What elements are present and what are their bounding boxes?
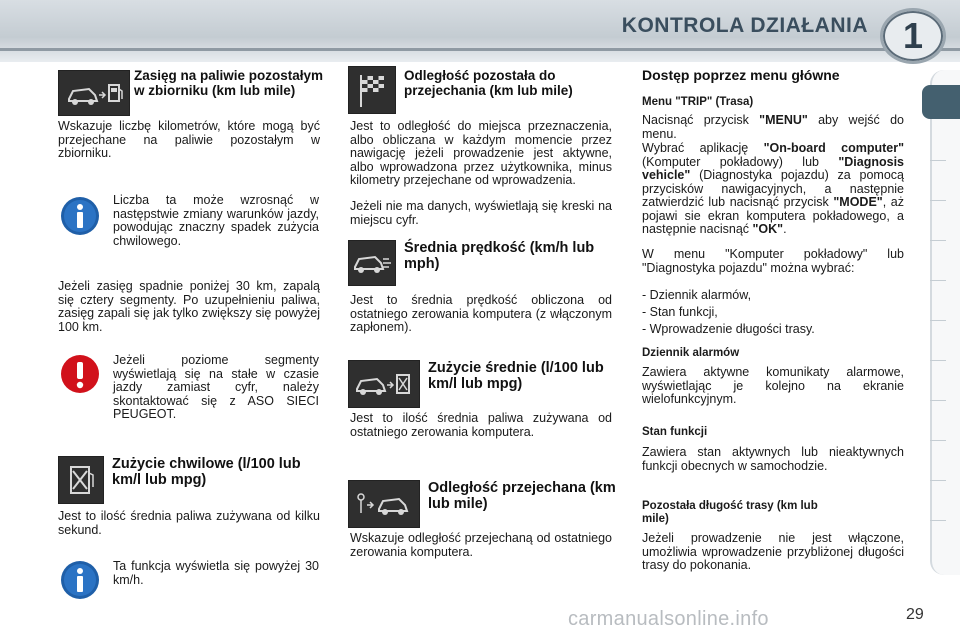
car-speed-icon: [348, 240, 396, 286]
instant-consumption-text: Jest to ilość średnia paliwa zużywana od kilku sekund.: [58, 509, 320, 537]
text-run: Nacisnąć przycisk: [642, 113, 760, 127]
trip-distance-heading: Odległość przejechana (km lub mile): [428, 480, 616, 512]
rail-tick: [930, 160, 946, 161]
text-run: Wybrać aplikację: [642, 141, 764, 155]
header-rule: [0, 48, 960, 51]
warning-icon: [60, 354, 100, 394]
menu-options-intro: W menu "Komputer pokładowy" lub "Diagnostyka pojazdu" można wybrać:: [642, 247, 904, 275]
range-low-text: Jeżeli zasięg spadnie poniżej 30 km, zapalą się cztery segmenty. Po uzupełnieniu paliwa, zasięg zapali się jak tylko zwiększy się powyżej 100 km.: [58, 279, 320, 334]
rail-tick: [930, 280, 946, 281]
text-run: (Komputer pokładowy) lub: [642, 154, 839, 169]
text-run: (Diagnostyka pojazdu) za pomocą przycisków nawigacyjnych, a następnie zatwierdzić lub nacisnąć przycisk: [642, 168, 904, 209]
info-icon: [60, 196, 100, 236]
watermark: carmanualsonline.info: [568, 608, 769, 630]
menu-button-label: "MENU": [759, 113, 808, 127]
info-note-range: Liczba ta może wzrosnąć w następstwie zmiany warunków jazdy, powodując znaczny spadek zużycia chwilowego.: [113, 193, 319, 248]
car-avg-consumption-icon: [348, 360, 420, 408]
rail-tick: [930, 200, 946, 201]
menu-access-text: [642, 114, 904, 141]
alarm-log-subheading: Dziennik alarmów: [642, 347, 740, 359]
fuel-pump-icon: [58, 456, 104, 504]
mode-button-label: "MODE": [833, 195, 883, 209]
trip-menu-subheading: Menu "TRIP" (Trasa): [642, 96, 754, 108]
rail-tick: [930, 320, 946, 321]
app-select-text: [642, 142, 904, 237]
info-icon: [60, 560, 100, 600]
distance-remaining-heading: Odległość pozostała do przejechania (km lub mile): [404, 68, 573, 98]
page-number: 29: [906, 606, 924, 623]
average-speed-heading: Średnia prędkość (km/h lub mph): [404, 240, 595, 272]
rail-tick: [930, 400, 946, 401]
distance-remaining-text: Jest to odległość do miejsca przeznaczenia, albo obliczana w każdym momencie przez nawigację jeżeli prowadzenie jest aktywne, albo wprowadzona przez użytkownika, minus kilometry przejechane od wprowadzenia.: [350, 119, 612, 187]
instant-consumption-heading: Zużycie chwilowe (l/100 lub km/l lub mpg): [112, 456, 301, 488]
ok-button-label: "OK": [752, 222, 784, 236]
info-note-speed: Ta funkcja wyświetla się powyżej 30 km/h.: [113, 559, 319, 587]
rail-tick: [930, 520, 946, 521]
chapter-number: 1: [902, 15, 924, 56]
rail-tick: [930, 240, 946, 241]
warning-note-segments: Jeżeli poziome segmenty wyświetlają się na stałe w czasie jazdy zamiast cyfr, należy skontaktować się z ASO SIECI PEUGEOT.: [113, 353, 319, 421]
list-item: - Wprowadzenie długości trasy.: [642, 322, 815, 336]
diagnosis-label: "Diagnosis vehicle": [642, 154, 904, 182]
range-heading: Zasięg na paliwie pozostałym w zbiorniku (km lub mile): [134, 68, 324, 98]
chapter-tab[interactable]: [922, 85, 960, 119]
remaining-distance-text: Jeżeli prowadzenie nie jest włączone, umożliwia wprowadzenie przybliżonej długości trasy do pokonania.: [642, 531, 904, 572]
text-run: .: [783, 222, 787, 236]
list-item: - Dziennik alarmów,: [642, 288, 752, 302]
distance-remaining-text-2: Jeżeli nie ma danych, wyświetlają się kreski na miejscu cyfr.: [350, 199, 612, 227]
average-consumption-text: Jest to ilość średnia paliwa zużywana od ostatniego zerowania komputera.: [350, 411, 612, 439]
page-title: KONTROLA DZIAŁANIA: [621, 14, 868, 37]
average-consumption-heading: Zużycie średnie (l/100 lub km/l lub mpg): [428, 360, 604, 392]
range-text: Wskazuje liczbę kilometrów, które mogą być przejechane na paliwie pozostałym w zbiorniku.: [58, 119, 320, 160]
main-menu-heading: Dostęp poprzez menu główne: [642, 67, 840, 83]
average-speed-text: Jest to średnia prędkość obliczona od ostatniego zerowania komputera (z włączonym zapłonem).: [350, 293, 612, 334]
list-item: - Stan funkcji,: [642, 305, 718, 319]
function-status-text: Zawiera stan aktywnych lub nieaktywnych funkcji obecnych w samochodzie.: [642, 445, 904, 473]
chapter-badge: [880, 8, 946, 64]
function-status-subheading: Stan funkcji: [642, 426, 708, 438]
onboard-computer-label: "On-board computer": [763, 141, 904, 155]
rail-tick: [930, 360, 946, 361]
car-fuel-range-icon: [58, 70, 130, 116]
rail-tick: [930, 440, 946, 441]
car-distance-icon: [348, 480, 420, 528]
trip-distance-text: Wskazuje odległość przejechaną od ostatniego zerowania komputera.: [350, 531, 612, 559]
remaining-distance-subheading: Pozostała długość trasy (km lub mile): [642, 500, 818, 525]
side-rail: [930, 70, 960, 575]
alarm-log-text: Zawiera aktywne komunikaty alarmowe, wyświetlając je kolejno na ekranie wielofunkcyjnym.: [642, 365, 904, 406]
rail-tick: [930, 480, 946, 481]
checkered-flag-icon: [348, 66, 396, 114]
text-run: , aż pojawi sie ekran komputera pokładowego, a następnie nacisnąć: [642, 195, 904, 236]
text-run: aby wejść do menu.: [642, 113, 905, 141]
